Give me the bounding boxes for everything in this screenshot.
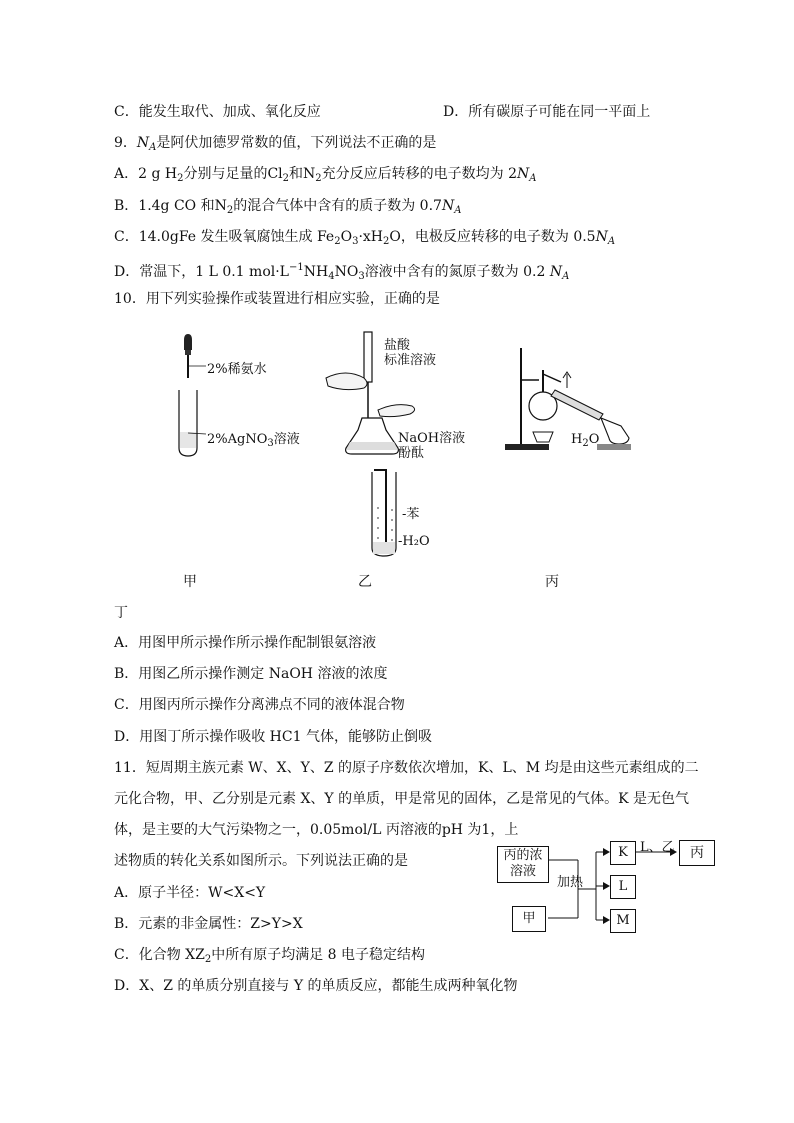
q10-option-b: B．用图乙所示操作测定 NaOH 溶液的浓度 <box>114 666 388 682</box>
figure-bing-distillation <box>503 340 633 455</box>
q10-option-a: A．用图甲所示操作所示操作配制银氨溶液 <box>114 635 377 651</box>
q9-option-d: D．常温下，1 L 0.1 $mol\cdot L^{-1}NH_4NO_3$溶液中含有的氮原子数为 0.2 $N_A$ <box>114 262 570 282</box>
figure-caption-jia: 甲 <box>183 574 197 590</box>
figure-yi-label-hcl: 盐酸 <box>384 338 411 353</box>
figure-yi-label-standard: 标准溶液 <box>384 353 437 368</box>
figure-jia-label-ammonia: 2%稀氨水 <box>207 362 267 377</box>
q11-diagram-product-bing: 丙 <box>679 840 715 866</box>
q11-diagram-l: L <box>610 875 636 899</box>
q11-diagram-m: M <box>610 909 636 933</box>
figure-yi-label-phenolphthalein: 酚酞 <box>398 446 425 461</box>
q11-option-c: C．化合物 $XZ_2$中所有原子均满足 8 电子稳定结构 <box>114 947 426 965</box>
q10-stem: 10．用下列实验操作或装置进行相应实验，正确的是 <box>114 291 440 307</box>
figure-caption-bing: 丙 <box>545 574 559 590</box>
q9-option-c: C．14.0gFe 发生吸氧腐蚀生成 $Fe_2O_3\cdot xH_2O$，电极反应转移的电子数为 $0.5N_A$ <box>114 229 616 247</box>
q11-diagram-reactant-jia: 甲 <box>512 906 546 932</box>
q11-option-d: D．X、Z 的单质分别直接与 Y 的单质反应，都能生成两种氧化物 <box>114 978 518 994</box>
q11-diagram-k: K <box>610 841 636 865</box>
figure-jia-label-agno3: 2%AgNO$_3$溶液 <box>207 432 300 449</box>
q8-option-d: D．所有碳原子可能在同一平面上 <box>443 104 651 120</box>
q11-stem-line4: 述物质的转化关系如图所示。下列说法正确的是 <box>114 853 408 869</box>
q11-diagram-k-arrow-label: L、乙 <box>640 840 675 855</box>
q10-option-d: D．用图丁所示操作吸收 HC1 气体，能够防止倒吸 <box>114 729 432 745</box>
figure-caption-ding: 丁 <box>114 605 128 621</box>
q11-stem-line2: 元化合物，甲、乙分别是元素 X、Y 的单质，甲是常见的固体，乙是常见的气体。K 是无色气 <box>114 791 690 807</box>
q9-stem: 9．$N_A$是阿伏加德罗常数的值，下列说法不正确的是 <box>114 135 437 153</box>
q11-stem-line1: 11．短周期主族元素 W、X、Y、Z 的原子序数依次增加，K、L、M 均是由这些元素组成的二 <box>114 760 699 776</box>
figure-yi-label-naoh: NaOH溶液 <box>398 431 466 446</box>
figure-caption-yi: 乙 <box>358 574 372 590</box>
q11-option-b: B．元素的非金属性：Z>Y>X <box>114 916 303 932</box>
q11-stem-line3: 体，是主要的大气污染物之一，0.05mol/L 丙溶液的pH 为1，上 <box>114 822 519 838</box>
q11-option-a: A．原子半径：W<X<Y <box>114 885 266 901</box>
q10-option-c: C．用图丙所示操作分离沸点不同的液体混合物 <box>114 697 405 713</box>
q11-diagram-condition-heat: 加热 <box>557 875 584 890</box>
q8-option-c: C．能发生取代、加成、氧化反应 <box>114 104 321 120</box>
q11-diagram-reactant-conc-solution: 丙的浓 溶液 <box>497 846 549 883</box>
q9-option-a: A．2 g $H_2$分别与足量的$Cl_2$和$N_2$充分反应后转移的电子数均为 $2N_A$ <box>114 166 537 184</box>
figure-ding-label-benzene: -苯 <box>402 507 420 522</box>
figure-ding-label-water: -H₂O <box>398 534 430 549</box>
q9-option-b: B．1.4g CO 和$N_2$的混合气体中含有的质子数为 $0.7N_A$ <box>114 198 462 216</box>
figure-bing-label-water: $H_2O$ <box>571 432 600 449</box>
